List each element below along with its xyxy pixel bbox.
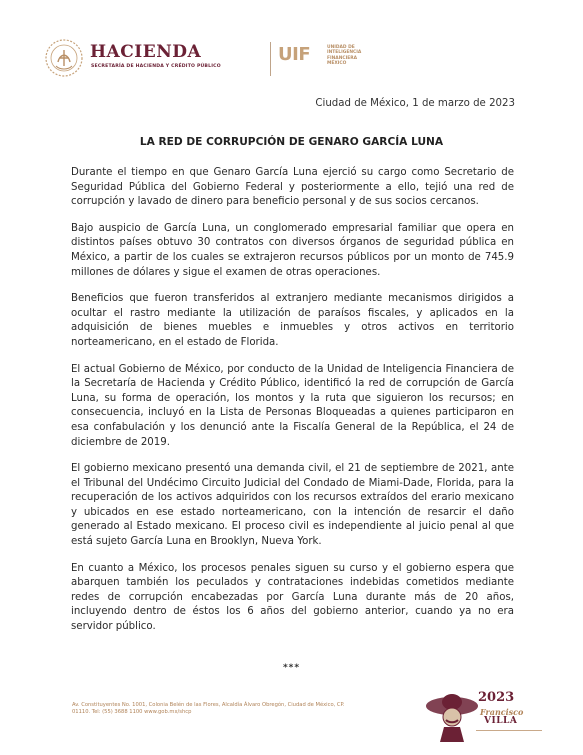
uif-logo: UIF	[278, 44, 311, 65]
uif-line: UNIDAD DE	[327, 45, 355, 50]
paragraph: Bajo auspicio de García Luna, un conglomerado empresarial familiar que opera en distintos países obtuvo 30 contratos con diversos órganos de seguridad pública en México, a partir de los cuales se extrajeron recursos públicos por un monto de 745.9 millones de dólares y sigue el examen de otras operaciones.	[71, 222, 514, 278]
footer-contact: 01110. Tel: (55) 3688 1100 www.gob.mx/shcp	[72, 709, 192, 715]
uif-line: FINANCIERA	[327, 55, 358, 61]
uif-line: MÉXICO	[327, 61, 347, 67]
closing-mark: ***	[282, 663, 301, 673]
brand-title: HACIENDA	[90, 42, 202, 62]
paragraph: El gobierno mexicano presentó una demanda civil, el 21 de septiembre de 2021, ante el Tribunal del Undécimo Circuito Judicial del Condado de Miami-Dade, Florida, para la recuperación de los activos adquiridos con los recursos extraídos del erario mexicano y ubicados en ese estado norteamericano, con la intención de resarcir el daño generado al Estado mexicano. El proceso civil es independiente al juicio penal al que está sujeto García Luna en Brooklyn, Nueva York.	[71, 463, 514, 548]
document-title: LA RED DE CORRUPCIÓN DE GENARO GARCÍA LUNA	[139, 136, 444, 148]
commemorative-name-first: Francisco	[480, 707, 524, 717]
footer-address: Av. Constituyentes No. 1001, Colonia Belén de las Flores, Alcaldía Álvaro Obregón, Ciudad de México, CP.	[72, 702, 345, 708]
commemorative-year: 2023	[478, 690, 515, 705]
paragraph: Beneficios que fueron transferidos al extranjero mediante mecanismos dirigidos a ocultar el rastro mediante la utilización de paraísos fiscales, y aplicados en la adquisición de bienes muebles e inmuebles y otros activos en territorio norteamericano, en el estado de Florida.	[71, 293, 514, 348]
letterhead	[44, 38, 362, 78]
footer-rule	[476, 730, 542, 731]
document-body	[71, 166, 514, 647]
header-divider	[270, 42, 271, 76]
brand-subtitle: SECRETARÍA DE HACIENDA Y CRÉDITO PÚBLICO	[91, 64, 221, 69]
national-eagle-seal-icon	[44, 38, 84, 78]
uif-line: INTELIGENCIA	[327, 50, 362, 56]
paragraph: Durante el tiempo en que Genaro García Luna ejerció su cargo como Secretario de Seguridad Pública del Gobierno Federal y posteriormente a ello, tejió una red de corrupción y lavado de dinero para beneficio personal y de sus socios cercanos.	[71, 167, 514, 208]
commemorative-name-last: VILLA	[484, 716, 518, 726]
uif-description	[327, 45, 407, 67]
paragraph: En cuanto a México, los procesos penales siguen su curso y el gobierno espera que abarquen también los peculados y contrataciones indebidas cometidos mediante redes de corrupción encabezadas por García Luna durante más de 20 años, incluyendo dentro de éstos los 6 años del gobierno anterior, cuando ya no era servidor público.	[71, 562, 514, 633]
document-date: Ciudad de México, 1 de marzo de 2023	[315, 98, 515, 109]
paragraph: El actual Gobierno de México, por conducto de la Unidad de Inteligencia Financiera de la Secretaría de Hacienda y Crédito Público, identificó la red de corrupción de García Luna, su forma de operación, los montos y la ruta que siguieron los recursos; en consecuencia, incluyó en la Lista de Personas Bloqueadas a quienes participaron en esa confabulación y los denunció ante la Fiscalía General de la República, el 24 de diciembre de 2019.	[71, 363, 514, 448]
